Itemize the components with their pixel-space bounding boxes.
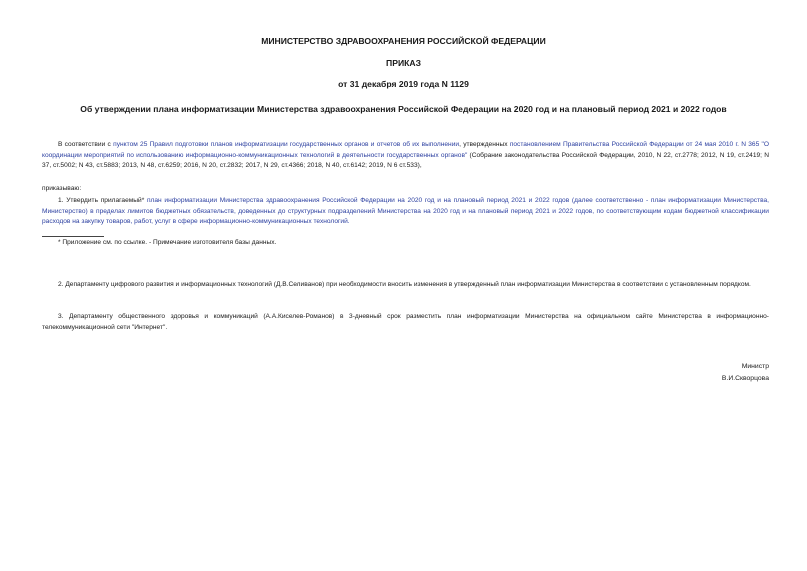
item-3-text: 3. Департаменту общественного здоровья и коммуникаций (А.А.Киселев-Романов) в 3-дневный срок разместить план информатизации Министерства на официальном сайте Министерства в информационно-телекоммуникационной сети "Интернет". xyxy=(42,313,769,331)
document-title: Об утверждении плана информатизации Министерства здравоохранения Российской Федерации на 2020 год и на плановый период 2021 и 2022 годов xyxy=(80,104,727,114)
footnote-text: * Приложение см. по ссылке. - Примечание изготовителя базы данных. xyxy=(58,239,277,246)
intro-paragraph xyxy=(42,140,769,172)
order-word xyxy=(42,184,769,195)
intro-text-1: В соответствии с xyxy=(58,141,114,148)
footnote-divider xyxy=(42,236,104,237)
document-date-number: от 31 декабря 2019 года N 1129 xyxy=(338,79,469,89)
item-3-paragraph xyxy=(42,312,769,333)
plan-link[interactable]: план информатизации Министерства здравоохранения Российской Федерации на 2020 год и на плановый период 2021 и 2022 годов (далее соответственно - план информатизации Министерства, Министерство) в пределах лимитов бюджетных обязательств, доведенных до структурных подразделений Министерства на 2020 год и на плановый период 2021 и 2022 годов, по соответствующим кодам бюджетной классификации расходов на закупку товаров, работ, услуг в сфере информационно-коммуникационных технологий. xyxy=(42,197,770,226)
prikazyvayu-text: приказываю: xyxy=(42,185,82,192)
intro-text-2: , утвержденных xyxy=(459,141,510,148)
item-1-paragraph xyxy=(42,196,769,228)
rules-link[interactable]: пунктом 25 Правил подготовки планов информатизации государственных органов и отчетов об их выполнении xyxy=(113,141,460,148)
document-type: ПРИКАЗ xyxy=(386,58,421,68)
signature-position: Министр xyxy=(741,363,769,370)
item-1-text: 1. Утвердить прилагаемый* xyxy=(58,197,147,204)
footnote-paragraph xyxy=(42,238,769,249)
intro-text-3: (Собрание законодательства Российской Федерации, 2010, N 22, ст.2778; 2012, N 19, ст.2419; N 37, ст.5002; N 43, ст.5883; 2013, N 48, ст.6259; 2016, N 20, ст.2832; 2017, N 29, ст.4366; 2018, N 40, ст.6142; 2019, N 6 ст.533), xyxy=(42,151,769,170)
ministry-heading: МИНИСТЕРСТВО ЗДРАВООХРАНЕНИЯ РОССИЙСКОЙ ФЕДЕРАЦИИ xyxy=(261,36,546,46)
item-2-paragraph xyxy=(42,280,769,291)
resolution-link[interactable]: постановлением Правительства Российской Федерации от 24 мая 2010 г. N 365 "О координации мероприятий по использованию информационно-коммуникационных технологий в деятельности государственных органов" xyxy=(42,141,770,159)
item-2-text: 2. Департаменту цифрового развития и информационных технологий (Д.В.Селиванов) при необходимости вносить изменения в утвержденный план информатизации Министерства в соответствии с установленным порядком. xyxy=(58,281,751,288)
signature-name: В.И.Скворцова xyxy=(721,375,769,382)
